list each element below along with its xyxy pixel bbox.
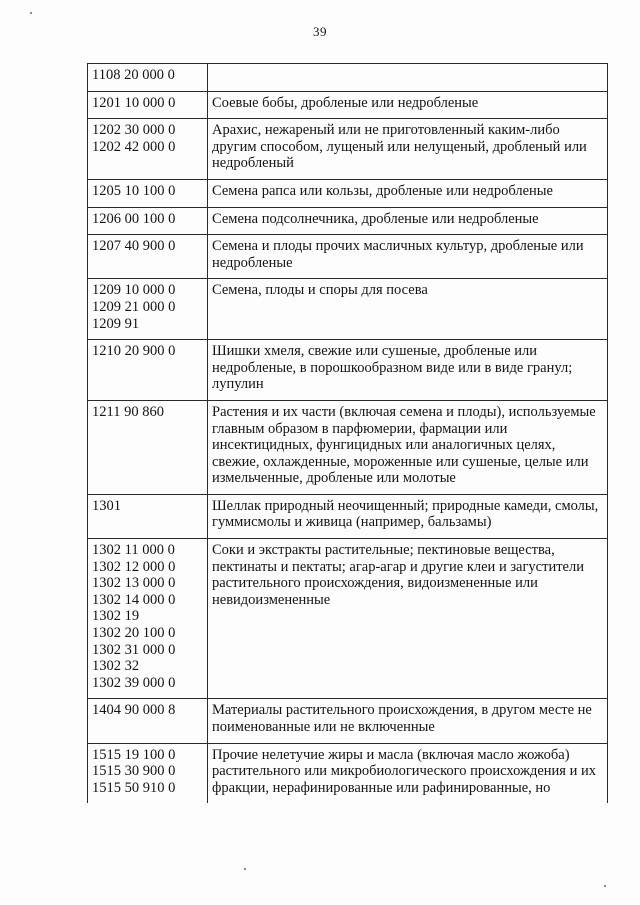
table-row: [88, 279, 608, 340]
tn-ved-code-cell: 1207 40 900 0: [88, 235, 208, 279]
table-row: [88, 400, 608, 494]
table-row: [88, 64, 608, 92]
tn-ved-code-cell: 1202 30 000 0 1202 42 000 0: [88, 119, 208, 180]
tn-ved-code-cell: 1201 10 000 0: [88, 91, 208, 119]
tn-ved-code-cell: 1515 19 100 0 1515 30 900 0 1515 50 910 0: [88, 743, 208, 803]
tariff-codes-table: [87, 63, 608, 803]
tn-ved-code-cell: 1108 20 000 0: [88, 64, 208, 92]
tn-ved-code-cell: 1209 10 000 0 1209 21 000 0 1209 91: [88, 279, 208, 340]
goods-description-cell: Арахис, нежареный или не приготовленный каким-либо другим способом, лущеный или нелущеный, дробленый или недробленый: [208, 119, 608, 180]
table-row: [88, 119, 608, 180]
goods-description-cell: Прочие нелетучие жиры и масла (включая масло жожоба) растительного или микробиологического происхождения и их фракции, нерафинированные или рафинированные, но: [208, 743, 608, 803]
goods-description-cell: Семена рапса или кользы, дробленые или недробленые: [208, 179, 608, 207]
goods-description-cell: Шишки хмеля, свежие или сушеные, дробленые или недробленые, в порошкообразном виде или в виде гранул; лупулин: [208, 340, 608, 401]
table-row: [88, 539, 608, 699]
scan-speck: [604, 885, 606, 887]
scan-speck: [30, 12, 32, 14]
table-row: [88, 179, 608, 207]
table-row: [88, 743, 608, 803]
table-row: [88, 699, 608, 743]
goods-description-cell: Соевые бобы, дробленые или недробленые: [208, 91, 608, 119]
table-row: [88, 91, 608, 119]
tn-ved-code-cell: 1210 20 900 0: [88, 340, 208, 401]
goods-description-cell: Растения и их части (включая семена и плоды), используемые главным образом в парфюмерии, фармации или инсектицидных, фунгицидных или аналогичных целях, свежие, охлажденные, мороженные или сушеные, целые или измельченные, дробленые или молотые: [208, 400, 608, 494]
page-number: 39: [313, 24, 327, 39]
goods-description-cell: Материалы растительного происхождения, в другом месте не поименованные или не включенные: [208, 699, 608, 743]
goods-description-cell: Семена подсолнечника, дробленые или недробленые: [208, 207, 608, 235]
tn-ved-code-cell: 1205 10 100 0: [88, 179, 208, 207]
table-row: [88, 340, 608, 401]
goods-description-cell: [208, 64, 608, 92]
goods-description-cell: Семена и плоды прочих масличных культур, дробленые или недробленые: [208, 235, 608, 279]
goods-description-cell: Соки и экстракты растительные; пектиновые вещества, пектинаты и пектаты; агар-агар и другие клеи и загустители растительного происхождения, видоизмененные или невидоизмененные: [208, 539, 608, 699]
table-row: [88, 235, 608, 279]
goods-description-cell: Семена, плоды и споры для посева: [208, 279, 608, 340]
table-row: [88, 494, 608, 538]
tn-ved-code-cell: 1211 90 860: [88, 400, 208, 494]
tn-ved-code-cell: 1302 11 000 0 1302 12 000 0 1302 13 000 0 1302 14 000 0 1302 19 1302 20 100 0 1302 31 000 0 1302 32 1302 39 000 0: [88, 539, 208, 699]
table-row: [88, 207, 608, 235]
goods-description-cell: Шеллак природный неочищенный; природные камеди, смолы, гуммисмолы и живица (например, бальзамы): [208, 494, 608, 538]
tn-ved-code-cell: 1404 90 000 8: [88, 699, 208, 743]
tn-ved-code-cell: 1301: [88, 494, 208, 538]
tn-ved-code-cell: 1206 00 100 0: [88, 207, 208, 235]
scan-speck: [244, 868, 246, 870]
